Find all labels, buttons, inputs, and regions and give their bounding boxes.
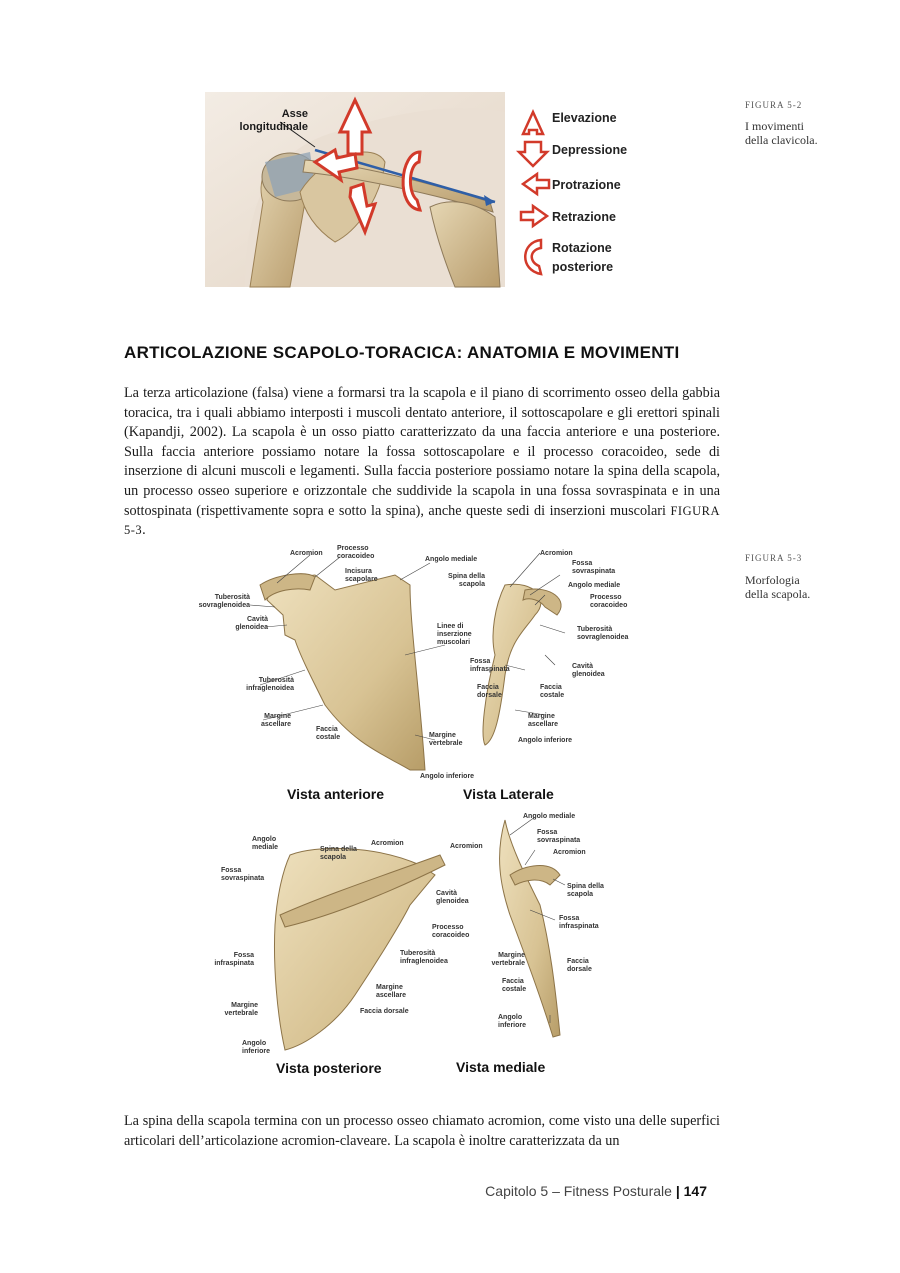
label-medial-infraspinous: Fossa infraspinata: [559, 915, 599, 930]
page-number: 147: [683, 1183, 707, 1199]
label-lateral-costal: Faccia costale: [540, 684, 565, 699]
label-lateral-spine: Spina della scapola: [448, 573, 485, 588]
label-posterior-medial-angle: Angolo mediale: [252, 836, 279, 851]
movement-retraction: Retrazione: [552, 210, 616, 224]
label-anterior-inferior: Angolo inferiore: [420, 773, 475, 780]
label-posterior-axillary: Margine ascellare: [376, 984, 406, 999]
movement-elevation: Elevazione: [552, 111, 617, 125]
body-paragraph-1: [124, 384, 720, 541]
title-posterior-view: Vista posteriore: [276, 1060, 382, 1076]
label-lateral-supraglenoid: Tuberosità sovraglenoidea: [577, 626, 629, 641]
label-anterior-infraglenoid: Tuberosità infraglenoidea: [246, 677, 294, 692]
footer-chapter: Capitolo 5 – Fitness Posturale: [485, 1183, 672, 1199]
figure-5-3-reference[interactable]: FIGURA 5-3: [124, 503, 720, 538]
label-anterior-notch: Incisura scapolare: [345, 568, 378, 583]
label-posterior-coracoid: Processo coracoideo: [432, 924, 470, 939]
body-paragraph-2: La spina della scapola termina con un processo osseo chiamato acromion, come visto una delle superfici articolari dell’articolazione acromion-claveare. La scapola è inoltre caratterizzata da un: [124, 1113, 720, 1149]
label-anterior-acromion: Acromion: [290, 550, 323, 557]
section-title: ARTICOLAZIONE SCAPOLO-TORACICA: ANATOMIA E MOVIMENTI: [124, 343, 680, 362]
paragraph-1-text: La terza articolazione (falsa) viene a formarsi tra la scapola e il piano di scorrimento osseo della gabbia toracica, tra i quali abbiamo interposti i muscoli dentato anteriore, il sottoscapolare e gli erettori spinali (Kapandji, 2002). La scapola è un osso piatto caratterizzato da una faccia anteriore e una posteriore. Sulla faccia anteriore possiamo notare la fossa sottoscapolare e il processo coracoideo, sede di inserzione di alcuni muscoli e legamenti. Sulla faccia posteriore possiamo notare la spina della scapola, un processo osseo superiore e orizzontale che suddivide la scapola in una fossa sovraspinata e in una sottospinata (rispettivamente sopra e sotto la spina), anche queste sedi di inserzioni muscolari: [124, 385, 720, 519]
scapula-medial-shape: [500, 820, 560, 1037]
label-posterior-acromion: Acromion: [371, 840, 404, 847]
figure-5-2-tag: FIGURA 5-2: [745, 100, 803, 110]
figure-5-3-caption-line2: della scapola.: [745, 587, 811, 601]
label-medial-medial-angle: Angolo mediale: [523, 813, 576, 820]
label-lateral-acromion: Acromion: [540, 550, 573, 557]
axis-label: [239, 108, 308, 134]
page-footer: [485, 1183, 707, 1199]
title-anterior-view: Vista anteriore: [287, 786, 385, 802]
movement-protraction: Protrazione: [552, 178, 621, 192]
axis-label-line1: Asse: [281, 108, 308, 120]
scapula-anterior-shape: [267, 575, 425, 770]
label-lateral-dorsal: Faccia dorsale: [477, 684, 502, 699]
label-medial-dorsal: Faccia dorsale: [567, 958, 592, 973]
label-anterior-lines: Linee di inserzione muscolari: [437, 623, 472, 646]
label-medial-acromion-right: Acromion: [553, 849, 586, 856]
movement-rotation: Rotazione: [552, 241, 612, 255]
label-medial-spine: Spina della scapola: [567, 883, 604, 898]
label-medial-vertebral: Margine vertebrale: [491, 952, 525, 967]
label-anterior-coracoid: Processo coracoideo: [337, 545, 375, 560]
label-lateral-coracoid: Processo coracoideo: [590, 594, 628, 609]
figure-5-2-caption-line1: I movimenti: [745, 119, 804, 133]
label-posterior-glenoid: Cavità glenoidea: [436, 890, 469, 905]
label-medial-supraspinous: Fossa sovraspinata: [537, 829, 581, 844]
label-posterior-vertebral: Margine vertebrale: [224, 1002, 258, 1017]
figure-5-3-caption: [745, 573, 855, 601]
title-medial-view: Vista mediale: [456, 1059, 546, 1075]
label-medial-costal: Faccia costale: [502, 978, 527, 993]
title-lateral-view: Vista Laterale: [463, 786, 554, 802]
label-anterior-supraglenoid: Tuberosità sovraglenoidea: [198, 594, 250, 609]
label-posterior-infraspinous: Fossa infraspinata: [214, 952, 254, 967]
label-anterior-costal: Faccia costale: [316, 726, 341, 741]
label-anterior-vertebral: Margine vertebrale: [429, 732, 463, 747]
label-posterior-inferior: Angolo inferiore: [242, 1040, 271, 1055]
figure-5-3-tag: FIGURA 5-3: [745, 553, 803, 563]
label-lateral-infraspinous: Fossa infraspinata: [470, 658, 510, 673]
movement-rotation-posterior: posteriore: [552, 260, 614, 274]
label-posterior-supraspinous: Fossa sovraspinata: [221, 867, 265, 882]
label-lateral-supraspinous: Fossa sovraspinata: [572, 560, 616, 575]
label-lateral-glenoid: Cavità glenoidea: [572, 663, 605, 678]
paragraph-1-end: .: [142, 522, 146, 539]
label-lateral-axillary: Margine ascellare: [528, 713, 558, 728]
label-posterior-spine: Spina della scapola: [320, 846, 357, 861]
label-anterior-axillary: Margine ascellare: [261, 713, 291, 728]
axis-label-line2: longitudinale: [239, 121, 308, 133]
figure-5-3-caption-line1: Morfologia: [745, 573, 800, 587]
label-anterior-glenoid: Cavità glenoidea: [235, 616, 268, 631]
label-lateral-medial-angle: Angolo mediale: [568, 582, 621, 589]
movement-depression: Depressione: [552, 143, 628, 157]
label-medial-inferior: Angolo inferiore: [498, 1014, 527, 1029]
figure-5-2-caption-line2: della clavicola.: [745, 133, 818, 147]
label-anterior-medial-angle: Angolo mediale: [425, 556, 478, 563]
label-medial-acromion-left: Acromion: [450, 843, 483, 850]
label-lateral-inferior: Angolo inferiore: [518, 737, 573, 744]
label-posterior-dorsal: Faccia dorsale: [360, 1008, 409, 1015]
label-posterior-infraglenoid: Tuberosità infraglenoidea: [400, 950, 448, 965]
figure-5-2-caption: [745, 119, 855, 147]
footer-separator: |: [671, 1183, 684, 1199]
